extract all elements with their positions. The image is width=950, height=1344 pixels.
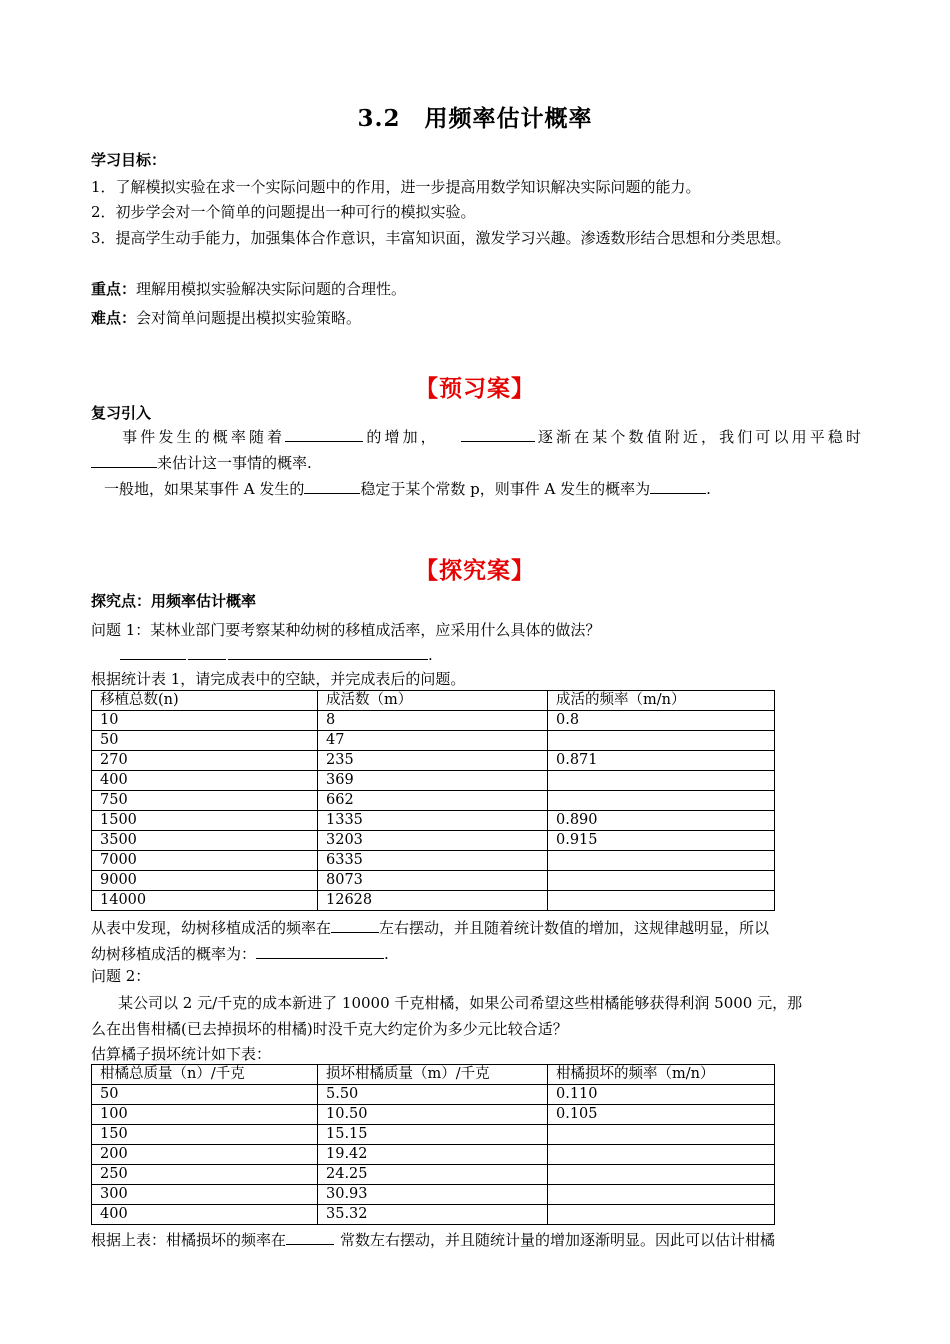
conclusion-text: 幼树移植成活的概率为： (91, 945, 257, 963)
preview-line-2 (91, 453, 312, 473)
table-row (92, 751, 775, 771)
table-cell[interactable] (548, 1165, 775, 1185)
preview-text: 的增加， (363, 428, 439, 446)
table-header-cell: 成活的频率（m/n） (548, 691, 775, 711)
conclusion-text: 根据上表：柑橘损坏的频率在 (91, 1231, 287, 1249)
question-1: 问题 1：某林业部门要考察某种幼树的移植成活率，应采用什么具体的做法？ (91, 621, 601, 639)
table-cell[interactable] (548, 771, 775, 791)
preview-section-title: 【预习案】 (415, 375, 535, 402)
table-cell: 8 (318, 711, 548, 731)
table-cell[interactable] (548, 1145, 775, 1165)
preview-text: 一般地，如果某事件 A 发生的 (104, 480, 305, 498)
difficulty-label: 难点： (91, 309, 137, 327)
table2-intro: 估算橘子损坏统计如下表： (91, 1045, 272, 1063)
table-header-row (92, 1065, 775, 1085)
table-row (92, 1145, 775, 1165)
table-cell: 0.890 (548, 811, 775, 831)
table1-intro: 根据统计表 1，请完成表中的空缺，并完成表后的问题。 (91, 670, 466, 688)
fill-blank[interactable] (256, 944, 384, 959)
table-cell: 50 (92, 1085, 318, 1105)
fill-blank[interactable] (331, 918, 379, 933)
table-cell: 3500 (92, 831, 318, 851)
conclusion-text: . (384, 945, 389, 963)
table-row (92, 1105, 775, 1125)
table-row (92, 831, 775, 851)
explore-subheading: 探究点：用频率估计概率 (91, 592, 257, 610)
table-cell: 369 (318, 771, 548, 791)
table-cell: 300 (92, 1185, 318, 1205)
question-2-line-1: 某公司以 2 元/千克的成本新进了 10000 千克柑橘，如果公司希望这些柑橘能够获得利润 5000 元，那 (118, 994, 803, 1012)
table-cell: 662 (318, 791, 548, 811)
table-row (92, 1165, 775, 1185)
table-header-cell: 柑橘总质量（n）/千克 (92, 1065, 318, 1085)
table-cell: 750 (92, 791, 318, 811)
table-row (92, 1085, 775, 1105)
table-cell: 7000 (92, 851, 318, 871)
conclusion-text: 左右摆动，并且随着统计数值的增加，这规律越明显，所以 (379, 919, 770, 937)
table-cell: 200 (92, 1145, 318, 1165)
table-row (92, 1205, 775, 1225)
table-cell: 12628 (318, 891, 548, 911)
table-cell: 10 (92, 711, 318, 731)
table-cell: 1335 (318, 811, 548, 831)
orange-damage-table (91, 1064, 775, 1225)
table-header-cell: 成活数（m） (318, 691, 548, 711)
difficulty (91, 308, 361, 328)
fill-blank[interactable] (120, 645, 186, 660)
table-row (92, 791, 775, 811)
preview-line-3 (104, 479, 711, 499)
preview-text: 稳定于某个常数 p，则事件 A 发生的概率为 (360, 480, 651, 498)
table-cell: 400 (92, 771, 318, 791)
key-point (91, 279, 406, 299)
table-cell[interactable] (548, 851, 775, 871)
table-cell: 0.8 (548, 711, 775, 731)
table-row (92, 851, 775, 871)
table-row (92, 1185, 775, 1205)
table-row (92, 711, 775, 731)
table-row (92, 891, 775, 911)
fill-blank[interactable] (91, 453, 157, 468)
table-cell[interactable] (548, 891, 775, 911)
table-cell[interactable] (548, 1125, 775, 1145)
table1-conclusion-line-2 (91, 944, 389, 964)
objective-item: 3．提高学生动手能力，加强集体合作意识，丰富知识面，激发学习兴趣。渗透数形结合思想和分类思想。 (91, 229, 791, 247)
table-cell: 10.50 (318, 1105, 548, 1125)
table-cell: 1500 (92, 811, 318, 831)
objective-item: 2．初步学会对一个简单的问题提出一种可行的模拟实验。 (91, 203, 476, 221)
fill-blank[interactable] (304, 479, 360, 494)
table-cell: 100 (92, 1105, 318, 1125)
table-cell[interactable] (548, 871, 775, 891)
table-cell: 0.105 (548, 1105, 775, 1125)
table-cell: 9000 (92, 871, 318, 891)
table-cell: 15.15 (318, 1125, 548, 1145)
table-cell: 35.32 (318, 1205, 548, 1225)
table-row (92, 1125, 775, 1145)
objectives-heading: 学习目标： (91, 151, 167, 169)
table-cell: 50 (92, 731, 318, 751)
preview-subheading: 复习引入 (91, 404, 152, 422)
preview-line-1 (91, 427, 861, 447)
table-cell: 24.25 (318, 1165, 548, 1185)
fill-blank[interactable] (228, 645, 428, 660)
question-1-answer (120, 645, 433, 665)
table-cell[interactable] (548, 791, 775, 811)
table-cell: 0.915 (548, 831, 775, 851)
table-row (92, 731, 775, 751)
table-cell: 30.93 (318, 1185, 548, 1205)
table-row (92, 771, 775, 791)
table-cell: 235 (318, 751, 548, 771)
page-title: 3.2 用频率估计概率 (357, 105, 593, 132)
question-2-line-2: 么在出售柑橘(已去掉损坏的柑橘)时没千克大约定价为多少元比较合适？ (91, 1020, 568, 1038)
table-cell: 47 (318, 731, 548, 751)
table-cell: 250 (92, 1165, 318, 1185)
fill-blank[interactable] (650, 479, 706, 494)
objective-item: 1．了解模拟实验在求一个实际问题中的作用，进一步提高用数学知识解决实际问题的能力。 (91, 178, 701, 196)
table-cell: 19.42 (318, 1145, 548, 1165)
table-row (92, 871, 775, 891)
table-cell: 3203 (318, 831, 548, 851)
key-point-label: 重点： (91, 280, 137, 298)
table-row (92, 811, 775, 831)
table-cell: 270 (92, 751, 318, 771)
table-header-cell: 柑橘损坏的频率（m/n） (548, 1065, 775, 1085)
conclusion-text: 常数左右摆动，并且随统计量的增加逐渐明显。因此可以估计柑橘 (340, 1231, 776, 1249)
table-header-row (92, 691, 775, 711)
table-cell: 6335 (318, 851, 548, 871)
table-cell[interactable] (548, 731, 775, 751)
fill-blank[interactable] (286, 1230, 334, 1245)
table-cell: 0.110 (548, 1085, 775, 1105)
table-header-cell: 损坏柑橘质量（m）/千克 (318, 1065, 548, 1085)
preview-text: 事件发生的概率随着 (119, 428, 286, 446)
table-header-cell: 移植总数(n) (92, 691, 318, 711)
fill-blank[interactable] (188, 645, 226, 660)
table1-conclusion-line-1 (91, 918, 769, 938)
table-cell: 5.50 (318, 1085, 548, 1105)
transplant-table (91, 690, 775, 911)
fill-blank[interactable] (461, 427, 535, 442)
preview-text: 来估计这一事情的概率. (157, 454, 312, 472)
difficulty-text: 会对简单问题提出模拟实验策略。 (136, 309, 362, 327)
key-point-text: 理解用模拟实验解决实际问题的合理性。 (136, 280, 407, 298)
question-1-end: . (428, 646, 433, 664)
table-cell: 8073 (318, 871, 548, 891)
table-cell: 0.871 (548, 751, 775, 771)
explore-section-title: 【探究案】 (415, 557, 535, 584)
question-2-label: 问题 2： (91, 967, 151, 985)
conclusion-text: 从表中发现，幼树移植成活的频率在 (91, 919, 332, 937)
table-cell[interactable] (548, 1205, 775, 1225)
table-cell: 150 (92, 1125, 318, 1145)
table-cell[interactable] (548, 1185, 775, 1205)
table2-conclusion (91, 1230, 775, 1250)
preview-text: 逐渐在某个数值附近，我们可以用平稳时 (534, 428, 861, 446)
preview-text: . (706, 480, 711, 498)
fill-blank[interactable] (285, 427, 363, 442)
table-cell: 14000 (92, 891, 318, 911)
table-cell: 400 (92, 1205, 318, 1225)
